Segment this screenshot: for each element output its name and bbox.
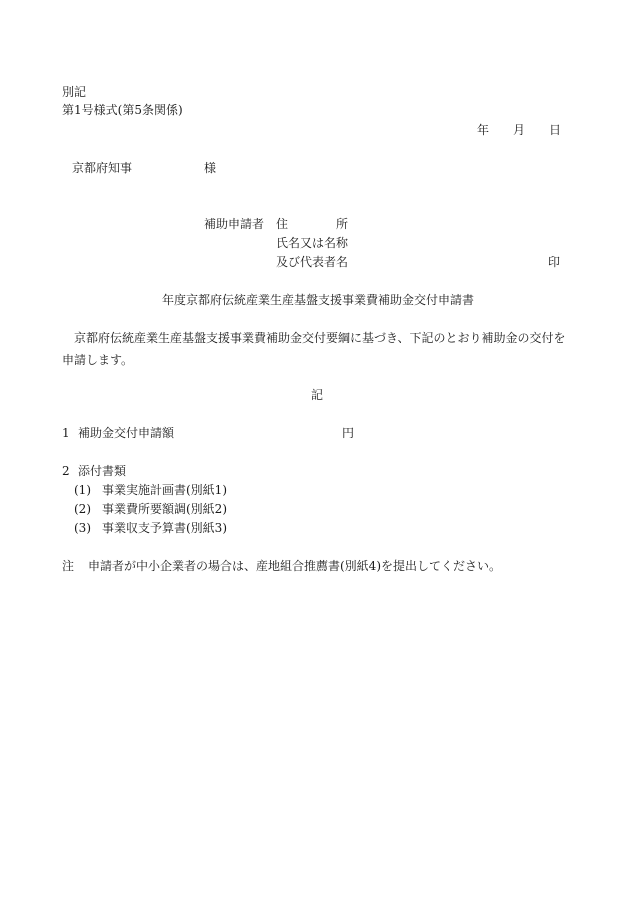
item1-label: 補助金交付申請額 — [78, 426, 175, 440]
addressee-honorific: 様 — [204, 161, 217, 175]
date-month-label: 月 — [513, 123, 526, 137]
form-number: 第1号様式(第5条関係) — [62, 103, 183, 117]
attachment-number: (3) — [74, 521, 91, 535]
body-paragraph: 京都府伝統産業生産基盤支援事業費補助金交付要綱に基づき、下記のとおり補助金の交付を申請します。 — [62, 331, 566, 367]
name-label: 氏名又は名称 — [276, 236, 349, 250]
address-label-char1: 住 — [276, 217, 289, 231]
applicant-label: 補助申請者 — [204, 217, 265, 231]
addressee-name: 京都府知事 — [72, 161, 133, 175]
attachment-number: (1) — [74, 483, 91, 497]
date-year-label: 年 — [477, 123, 490, 137]
item2-label: 添付書類 — [78, 464, 127, 478]
note-text: 申請者が中小企業者の場合は、産地組合推薦書(別紙4)を提出してください。 — [88, 559, 502, 573]
attachment-text: 事業収支予算書(別紙3) — [102, 521, 227, 535]
item2-number: 2 — [62, 464, 70, 478]
attachment-text: 事業費所要額調(別紙2) — [102, 502, 227, 516]
item1-number: 1 — [62, 426, 70, 440]
seal-mark: 印 — [548, 255, 561, 269]
document-title: 年度京都府伝統産業生産基盤支援事業費補助金交付申請書 — [162, 293, 475, 307]
attachment-text: 事業実施計画書(別紙1) — [102, 483, 227, 497]
attachment-number: (2) — [74, 502, 91, 516]
note-label: 注 — [62, 559, 75, 573]
annex-label: 別記 — [62, 85, 87, 99]
ki-heading: 記 — [311, 388, 324, 402]
date-day-label: 日 — [549, 123, 562, 137]
item1-unit: 円 — [342, 426, 355, 440]
representative-label: 及び代表者名 — [276, 255, 349, 269]
address-label-char2: 所 — [336, 217, 349, 231]
